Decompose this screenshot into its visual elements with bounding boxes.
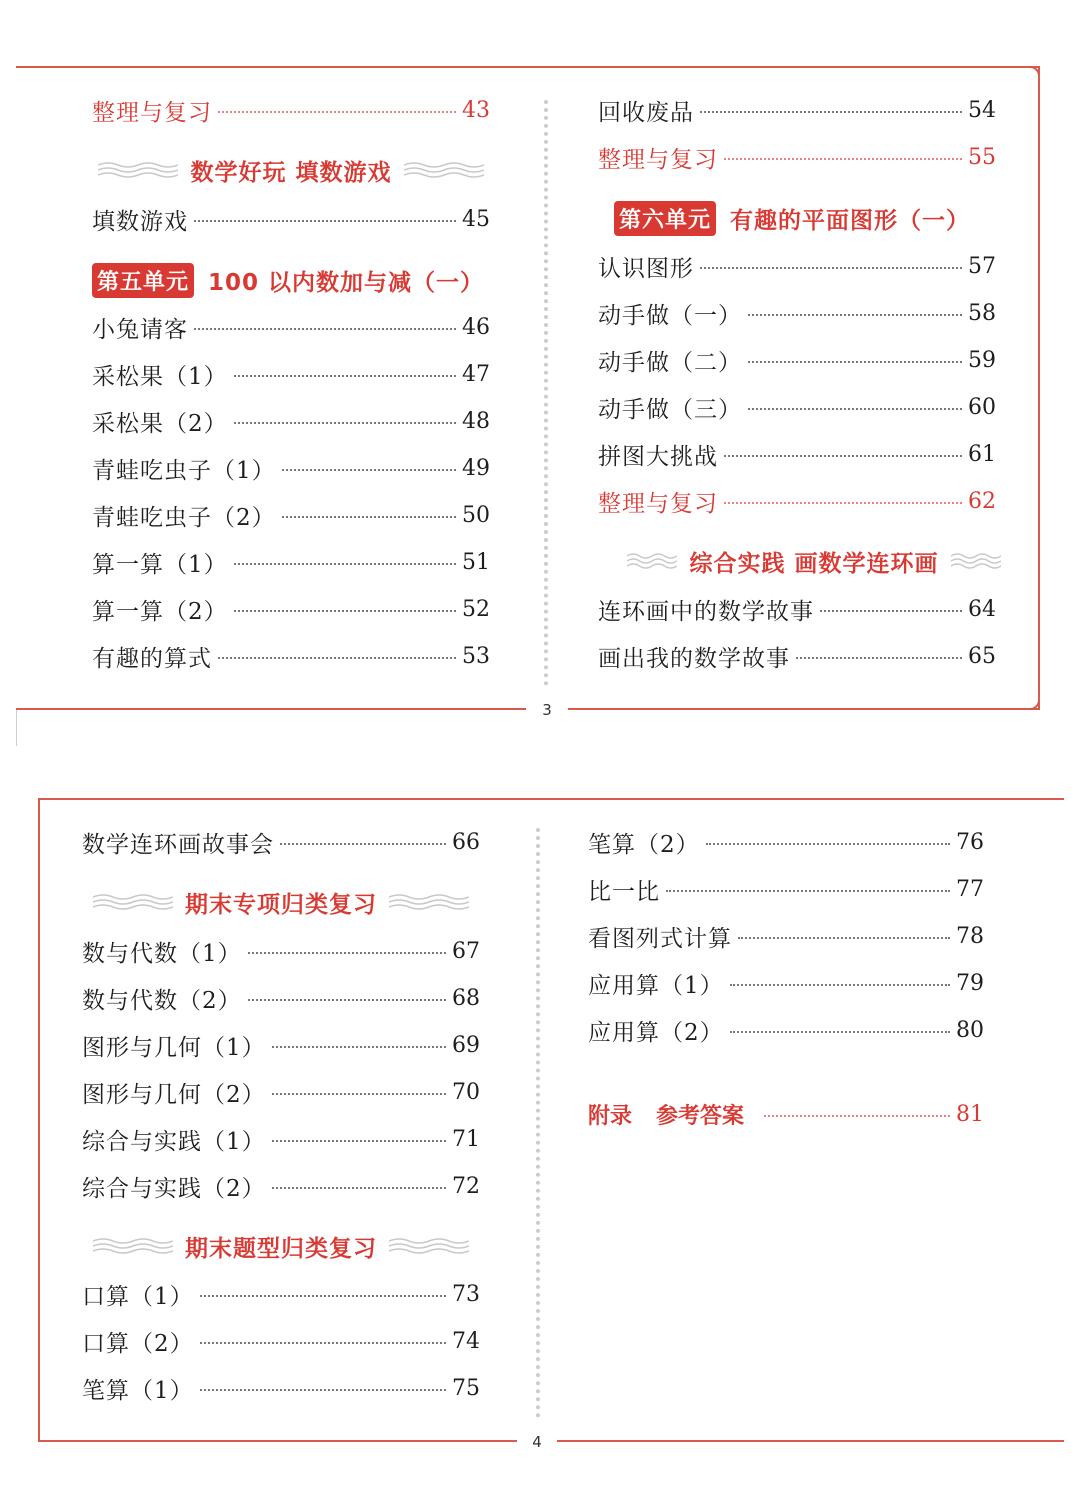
toc-entry[interactable]: 有趣的算式 53 (92, 643, 490, 672)
page-number: 4 (517, 1433, 557, 1451)
leader-dots (234, 375, 456, 377)
leader-dots (764, 1115, 950, 1117)
section-heading (82, 1228, 480, 1264)
toc-entry[interactable]: 算一算（1） 51 (92, 549, 490, 578)
wave-ornament-icon (951, 550, 1001, 572)
toc-entry[interactable]: 算一算（2） 52 (92, 596, 490, 625)
toc-entry[interactable]: 整理与复习 55 (598, 144, 996, 173)
section-title: 数学好玩 填数游戏 (190, 159, 392, 186)
right-column (598, 66, 996, 710)
right-column (588, 798, 984, 1442)
toc-entry[interactable]: 动手做（二） 59 (598, 347, 996, 376)
toc-entry[interactable]: 青蛙吃虫子（2） 50 (92, 502, 490, 531)
leader-dots (700, 267, 962, 269)
leader-dots (272, 1046, 446, 1048)
toc-entry[interactable]: 笔算（1） 75 (82, 1375, 480, 1404)
wave-ornament-icon (389, 891, 469, 913)
section-title: 期末专项归类复习 (185, 891, 377, 918)
section-heading (82, 884, 480, 920)
toc-entry[interactable]: 拼图大挑战 61 (598, 441, 996, 470)
toc-entry[interactable]: 整理与复习 62 (598, 488, 996, 517)
section-title: 期末题型归类复习 (185, 1235, 377, 1262)
wave-ornament-icon (98, 159, 178, 181)
leader-dots (282, 516, 456, 518)
unit-badge: 第六单元 (614, 201, 716, 236)
leader-dots (200, 1389, 446, 1391)
toc-entry[interactable]: 综合与实践（2） 72 (82, 1173, 480, 1202)
toc-entry[interactable]: 认识图形 57 (598, 253, 996, 282)
wave-ornament-icon (93, 891, 173, 913)
toc-entry[interactable]: 口算（2） 74 (82, 1328, 480, 1357)
leader-dots (738, 937, 950, 939)
leader-dots (194, 220, 456, 222)
leader-dots (248, 999, 446, 1001)
toc-entry[interactable]: 数与代数（2） 68 (82, 985, 480, 1014)
column-divider (536, 828, 540, 1418)
leader-dots (748, 408, 962, 410)
leader-dots (234, 563, 456, 565)
leader-dots (248, 952, 446, 954)
wave-ornament-icon (93, 1235, 173, 1257)
toc-entry[interactable]: 小兔请客 46 (92, 314, 490, 343)
toc-entry[interactable]: 笔算（2） 76 (588, 829, 984, 858)
toc-entry[interactable]: 青蛙吃虫子（1） 49 (92, 455, 490, 484)
left-column (82, 798, 480, 1442)
toc-entry[interactable]: 口算（1） 73 (82, 1281, 480, 1310)
appendix-entry[interactable]: 附录 参考答案 81 (588, 1098, 984, 1130)
wave-ornament-icon (404, 159, 484, 181)
leader-dots (194, 328, 456, 330)
leader-dots (724, 502, 962, 504)
unit-title: 100 以内数加与减（一） (208, 269, 485, 296)
toc-entry[interactable]: 应用算（2） 80 (588, 1017, 984, 1046)
leader-dots (234, 422, 456, 424)
toc-entry[interactable]: 数学连环画故事会 66 (82, 829, 480, 858)
leader-dots (218, 657, 456, 659)
toc-page-3 (16, 66, 1040, 719)
answers-label: 参考答案 (656, 1103, 745, 1129)
toc-entry[interactable]: 数与代数（1） 67 (82, 938, 480, 967)
leader-dots (218, 111, 456, 113)
page-number: 3 (527, 701, 567, 719)
unit-heading (614, 200, 996, 236)
toc-entry[interactable]: 综合与实践（1） 71 (82, 1126, 480, 1155)
left-column (92, 66, 490, 710)
toc-entry[interactable]: 回收废品 54 (598, 97, 996, 126)
page-left-edge (16, 710, 17, 746)
leader-dots (272, 1187, 446, 1189)
toc-page-4 (38, 798, 1064, 1451)
toc-entry[interactable]: 采松果（2） 48 (92, 408, 490, 437)
toc-entry[interactable]: 图形与几何（2） 70 (82, 1079, 480, 1108)
leader-dots (272, 1093, 446, 1095)
toc-entry[interactable]: 连环画中的数学故事 64 (598, 596, 996, 625)
section-heading (92, 152, 490, 188)
leader-dots (820, 610, 962, 612)
leader-dots (234, 610, 456, 612)
unit-heading (92, 262, 490, 298)
corner (1026, 66, 1040, 80)
wave-ornament-icon (389, 1235, 469, 1257)
leader-dots (730, 984, 950, 986)
section-title: 综合实践 画数学连环画 (689, 550, 939, 577)
toc-entry[interactable]: 整理与复习 43 (92, 97, 490, 126)
leader-dots (724, 158, 962, 160)
leader-dots (730, 1031, 950, 1033)
leader-dots (724, 455, 962, 457)
leader-dots (796, 657, 962, 659)
leader-dots (282, 469, 456, 471)
section-heading (614, 543, 1014, 579)
unit-badge: 第五单元 (92, 263, 194, 298)
column-divider (544, 100, 548, 686)
toc-entry[interactable]: 画出我的数学故事 65 (598, 643, 996, 672)
leader-dots (700, 111, 962, 113)
toc-entry[interactable]: 应用算（1） 79 (588, 970, 984, 999)
toc-entry[interactable]: 比一比 77 (588, 876, 984, 905)
leader-dots (748, 361, 962, 363)
leader-dots (706, 843, 950, 845)
toc-entry[interactable]: 动手做（三） 60 (598, 394, 996, 423)
leader-dots (200, 1295, 446, 1297)
leader-dots (280, 843, 446, 845)
leader-dots (748, 314, 962, 316)
leader-dots (666, 890, 950, 892)
wave-ornament-icon (627, 550, 677, 572)
toc-entry[interactable]: 看图列式计算 78 (588, 923, 984, 952)
appendix-label: 附录 (588, 1103, 633, 1129)
toc-entry[interactable]: 采松果（1） 47 (92, 361, 490, 390)
unit-title: 有趣的平面图形（一） (730, 207, 971, 234)
leader-dots (272, 1140, 446, 1142)
leader-dots (200, 1342, 446, 1344)
toc-entry[interactable]: 填数游戏 45 (92, 206, 490, 235)
toc-entry[interactable]: 图形与几何（1） 69 (82, 1032, 480, 1061)
toc-entry[interactable]: 动手做（一） 58 (598, 300, 996, 329)
